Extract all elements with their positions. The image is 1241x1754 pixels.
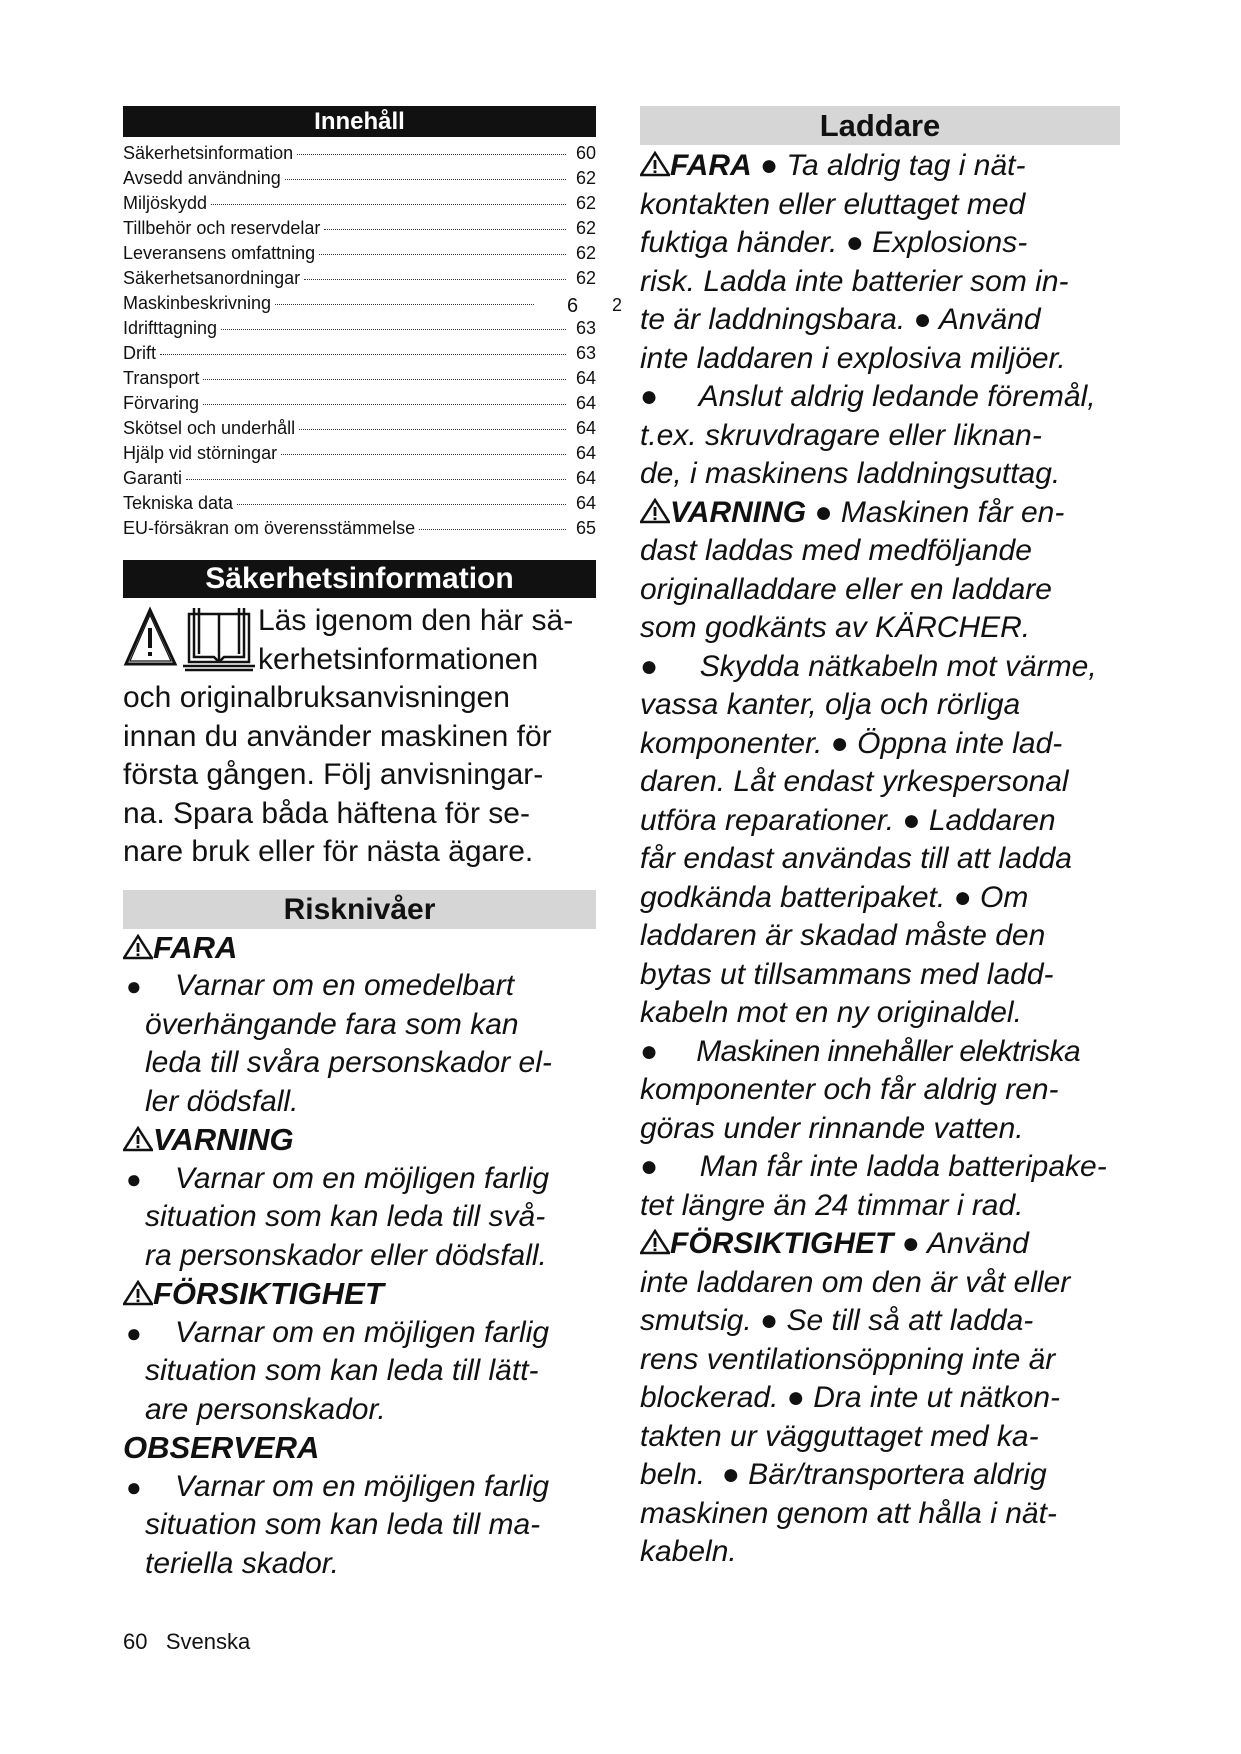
toc-stray-page-number: 6 xyxy=(567,295,579,317)
laddare-text: FARA ● Ta aldrig tag i nät- kontakten eller eluttaget med fuktiga händer. ● Explosions- risk. Ladda inte batterier som in- te är laddningsbara. ● Använd inte laddaren i explosiva miljöer. ● Anslut aldrig ledande föremål, t.ex. skruvdragare eller liknan- de, i maskinens laddningsuttag. VARNING ● Maskinen får en- dast laddas med medföljande originalladdare eller en laddare som godkänts av KÄRCHER. ● Skydda nätkabeln mot värme, vassa kanter, olja och rörliga komponenter. ● Öppna inte lad- daren. Låt endast yrkespersonal utföra reparationer. ● Laddaren får endast användas till att ladda godkända batteripaket. ● Om laddaren är skadad måste den bytas ut tillsammans med ladd- kabeln mot en ny originaldel. ● Maskinen innehåller elektriska komponenter och får aldrig ren- göras under rinnande vatten. ● Man får inte ladda batteripake- tet längre än 24 timmar i rad. FÖRSIKTIGHET ● Använd inte laddaren om den är våt eller smutsig. ● Se till så att ladda- rens ventilationsöppning inte är blockerad. ● Dra inte ut nätkon- takten ur vägguttaget med ka- beln. ● Bär/transportera aldrig maskinen genom att hålla i nät- kabeln. xyxy=(640,149,1107,1568)
laddare-title: Laddare xyxy=(640,106,1120,145)
safety-line: nare bruk eller för nästa ägare. xyxy=(123,835,534,868)
safety-line: och originalbruksanvisningen xyxy=(123,681,510,714)
toc-entry[interactable]: Garanti 64 xyxy=(123,468,596,488)
safety-line: na. Spara båda häftena för se- xyxy=(123,796,530,830)
risk-level-varning: VARNING xyxy=(123,1121,596,1160)
toc-entry[interactable]: Säkerhetsanordningar 62 xyxy=(123,268,596,288)
left-column xyxy=(123,106,596,1583)
toc-entry[interactable]: Leveransens omfattning 62 xyxy=(123,243,596,263)
toc-stray-digit: 2 xyxy=(612,295,623,315)
toc-entry[interactable]: Tillbehör och reservdelar 62 xyxy=(123,218,596,238)
toc-entry[interactable]: Avsedd användning 62 xyxy=(123,168,596,188)
footer xyxy=(123,1629,250,1655)
forsiktighet-label: FÖRSIKTIGHET xyxy=(640,1227,893,1260)
risk-bullet: ● Varnar om en möjligen farlig situation som kan leda till ma- teriella skador. xyxy=(126,1469,550,1580)
risk-bullet: ● Varnar om en möjligen farlig situation som kan leda till svå- ra personskador eller dödsfall. xyxy=(126,1161,550,1272)
toc-entry[interactable]: Miljöskydd 62 xyxy=(123,193,596,213)
toc-entry[interactable]: Hjälp vid störningar 64 xyxy=(123,443,596,463)
footer-language: Svenska xyxy=(165,1629,251,1654)
varning-label: VARNING xyxy=(640,496,806,529)
risk-level-observera: OBSERVERA xyxy=(123,1430,320,1465)
safety-intro xyxy=(123,602,596,872)
toc-title: Innehåll xyxy=(123,106,596,137)
safety-line: första gången. Följ anvisningar- xyxy=(123,758,544,791)
table-of-contents xyxy=(123,141,596,541)
risk-levels-title: Risknivåer xyxy=(123,890,596,929)
fara-label: FARA xyxy=(640,149,752,182)
toc-entry[interactable]: Drift 63 xyxy=(123,343,596,363)
warning-icon xyxy=(640,151,670,177)
safety-line: kerhetsinformationen xyxy=(258,642,539,676)
risk-level-fara: FARA xyxy=(123,929,596,968)
toc-entry[interactable]: Maskinbeskrivning xyxy=(123,291,596,316)
warning-icon xyxy=(640,1229,670,1255)
warning-icon xyxy=(640,498,670,524)
warning-icon xyxy=(123,1280,153,1306)
right-column xyxy=(640,106,1120,1572)
risk-bullet: ● Varnar om en möjligen farlig situation som kan leda till lätt- are personskador. xyxy=(126,1315,550,1426)
toc-entry[interactable]: Säkerhetsinformation 60 xyxy=(123,143,596,163)
safety-section-title: Säkerhetsinformation xyxy=(123,560,596,598)
toc-entry[interactable]: EU-försäkran om överensstämmelse 65 xyxy=(123,518,596,538)
safety-line: innan du använder maskinen för xyxy=(123,719,552,753)
toc-entry[interactable]: Skötsel och underhåll 64 xyxy=(123,418,596,438)
warning-icon xyxy=(123,934,153,960)
warning-icon xyxy=(123,1126,153,1152)
safety-icons xyxy=(123,604,256,676)
toc-entry[interactable]: Förvaring 64 xyxy=(123,393,596,413)
safety-line: Läs igenom den här sä- xyxy=(258,604,574,637)
risk-bullet: ● Varnar om en omedelbart överhängande fara som kan leda till svåra personskador el- ler dödsfall. xyxy=(126,969,552,1118)
toc-entry[interactable]: Tekniska data 64 xyxy=(123,493,596,513)
toc-entry[interactable]: Transport 64 xyxy=(123,368,596,388)
page-number: 60 xyxy=(123,1629,148,1654)
warning-triangle-book-icon xyxy=(123,604,256,676)
toc-entry[interactable]: Idrifttagning 63 xyxy=(123,318,596,338)
risk-level-forsiktighet: FÖRSIKTIGHET xyxy=(123,1275,596,1314)
